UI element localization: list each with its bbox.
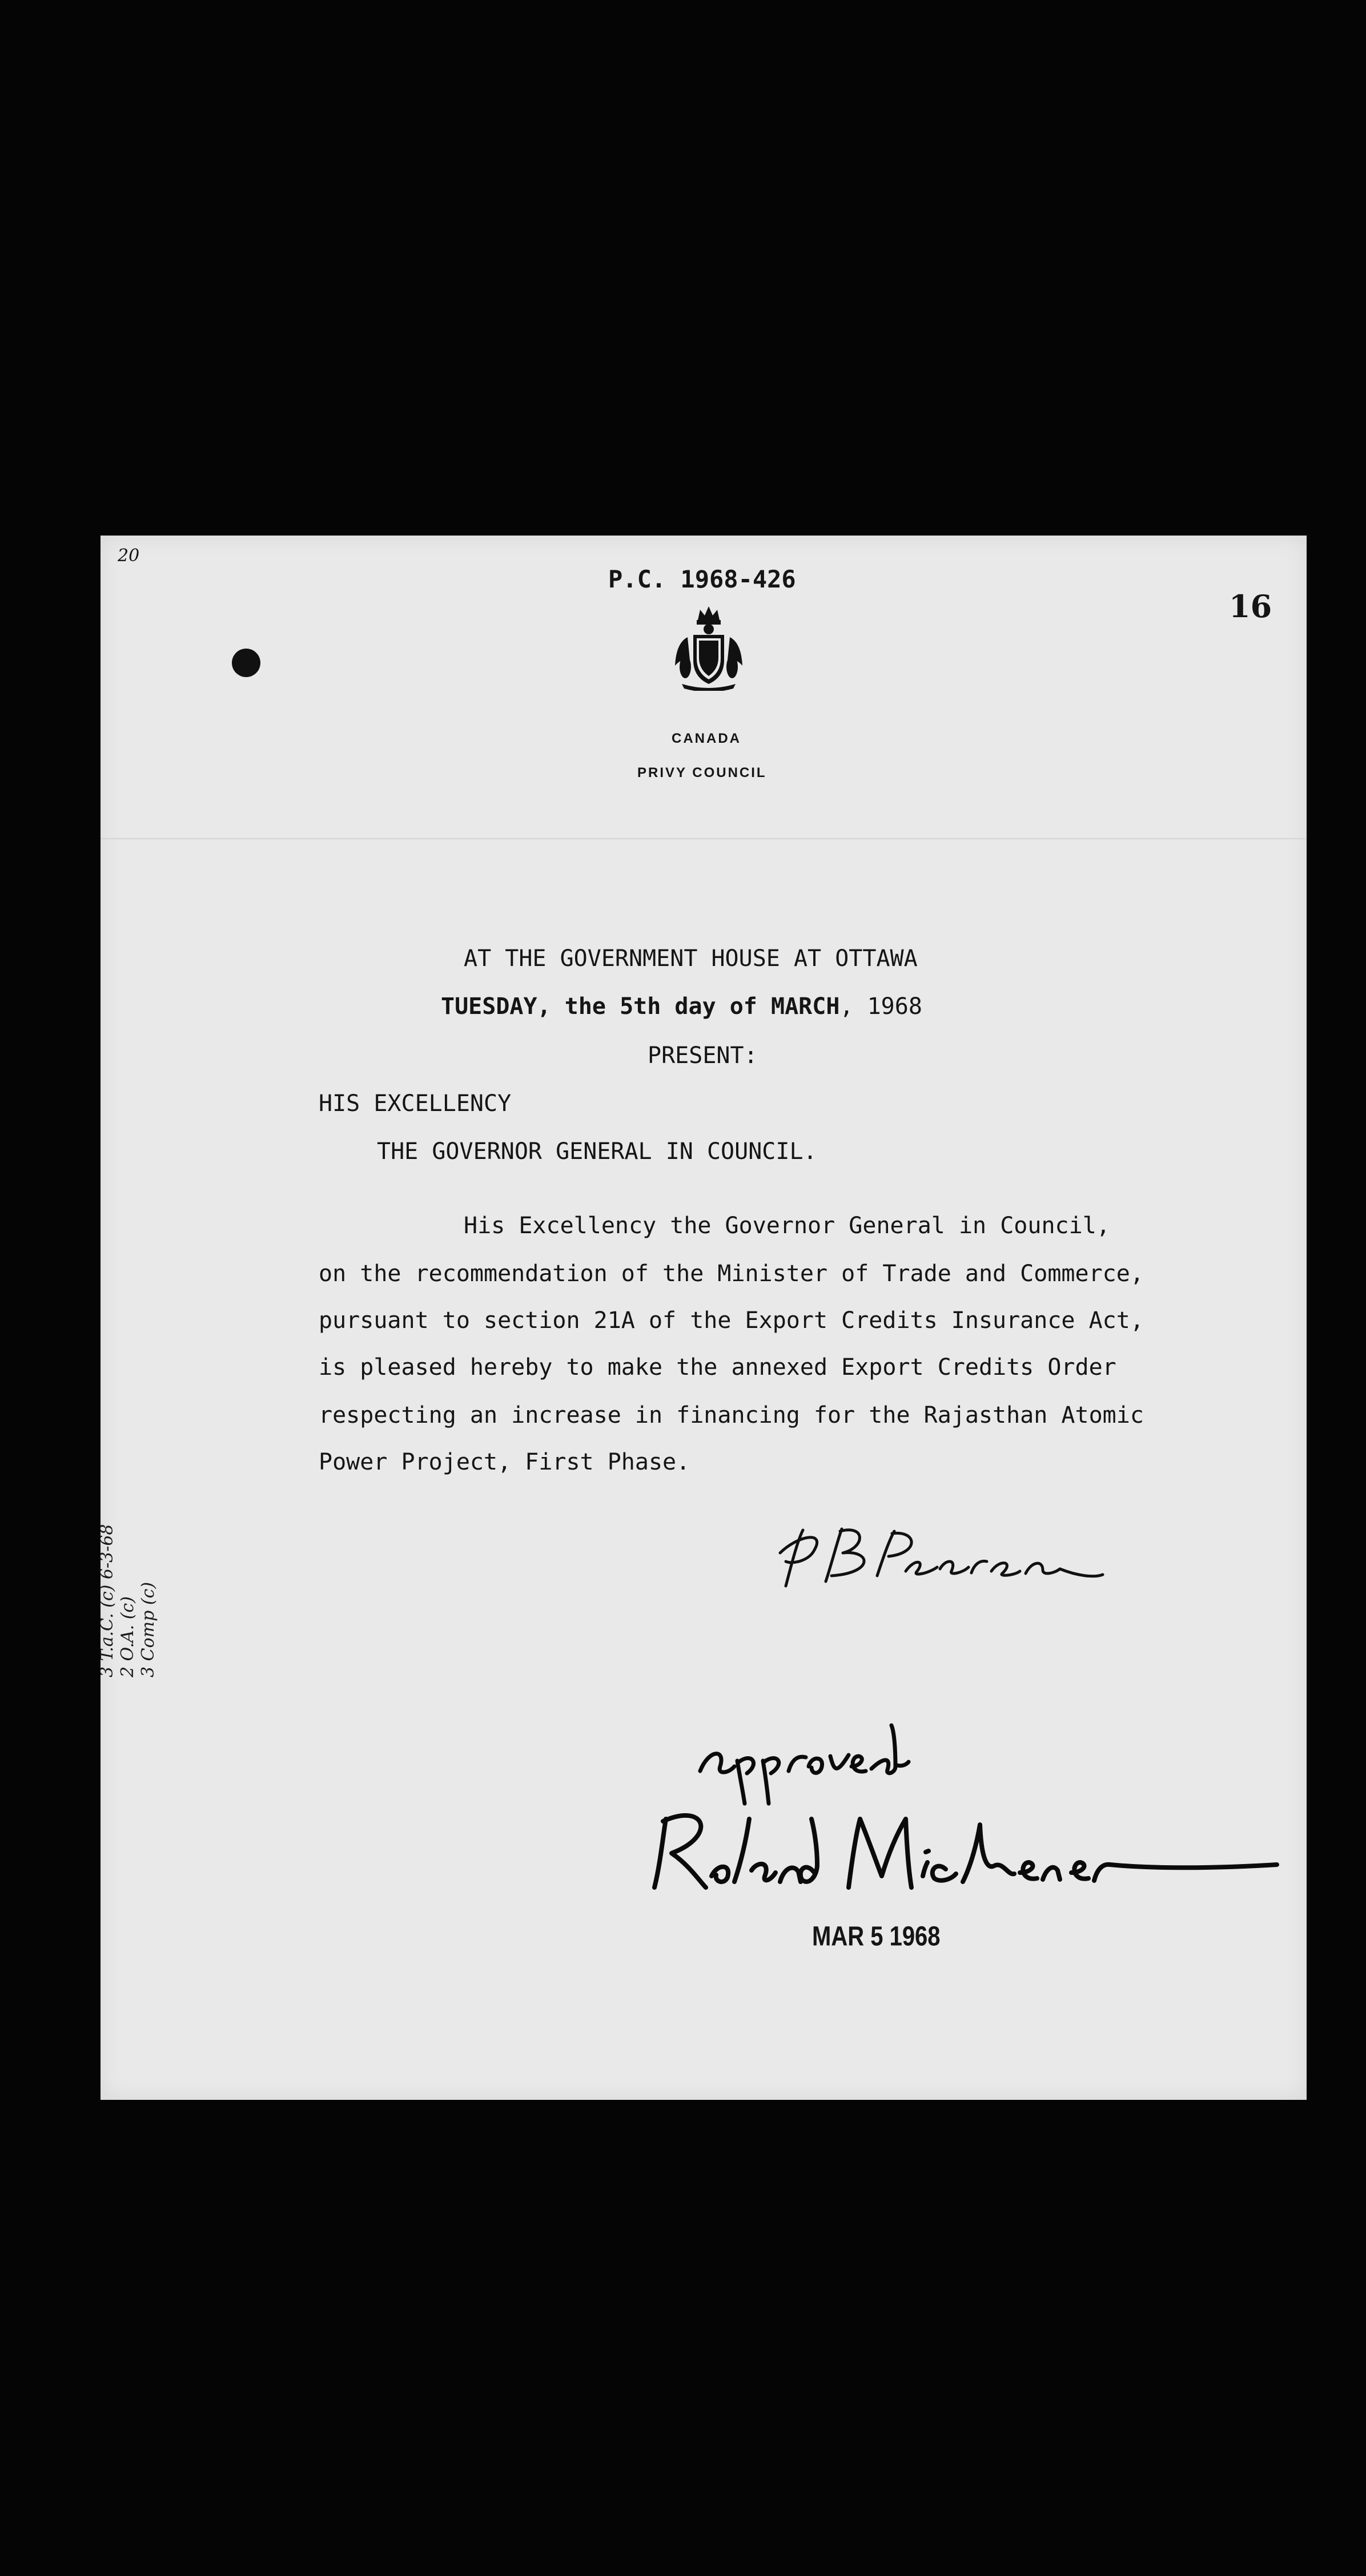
approved-handwriting: [694, 1721, 911, 1806]
body-line: on the recommendation of the Minister of Trade and Commerce,: [319, 1261, 1144, 1287]
corner-mark: 20: [118, 546, 140, 566]
body-line: Power Project, First Phase.: [319, 1449, 690, 1475]
governor-general-signature: [643, 1802, 1283, 1905]
fold-line: [101, 838, 1307, 839]
attendance-line-1: HIS EXCELLENCY: [319, 1090, 512, 1117]
body-line: is pleased hereby to make the annexed Export Credits Order: [319, 1354, 1116, 1380]
date-month: MARCH: [770, 993, 840, 1020]
attendance-line-2: THE GOVERNOR GENERAL IN COUNCIL.: [377, 1138, 817, 1165]
punch-hole: [232, 649, 260, 677]
approval-date-stamp: MAR 5 1968: [812, 1921, 941, 1952]
margin-note-line: 2 O.A. (c): [118, 1596, 138, 1677]
crest-country: CANADA: [672, 731, 741, 746]
margin-note-line: 3 Comp (c): [138, 1581, 158, 1677]
order-number: P.C. 1968-426: [608, 565, 796, 593]
margin-note-line: 3 T.a.C. (c) 6-3-68: [97, 1524, 117, 1677]
body-line: respecting an increase in financing for the Rajasthan Atomic: [319, 1402, 1144, 1428]
canadian-coat-of-arms-icon: [665, 603, 753, 691]
date-year: , 1968: [839, 993, 922, 1020]
crest-body: PRIVY COUNCIL: [637, 765, 767, 780]
body-line: His Excellency the Governor General in Council,: [464, 1213, 1110, 1239]
document-page: [97, 536, 1307, 2100]
page-number: 16: [1229, 588, 1272, 625]
prime-minister-signature: [774, 1519, 1106, 1593]
date-line: [441, 993, 922, 1020]
body-line: pursuant to section 21A of the Export Credits Insurance Act,: [319, 1307, 1144, 1334]
margin-distribution-note: [97, 1524, 159, 1677]
date-mid: , the 5th day of: [537, 993, 771, 1020]
present-line: PRESENT:: [648, 1043, 758, 1069]
date-day: TUESDAY: [441, 993, 537, 1020]
location-line: AT THE GOVERNMENT HOUSE AT OTTAWA: [464, 945, 918, 972]
